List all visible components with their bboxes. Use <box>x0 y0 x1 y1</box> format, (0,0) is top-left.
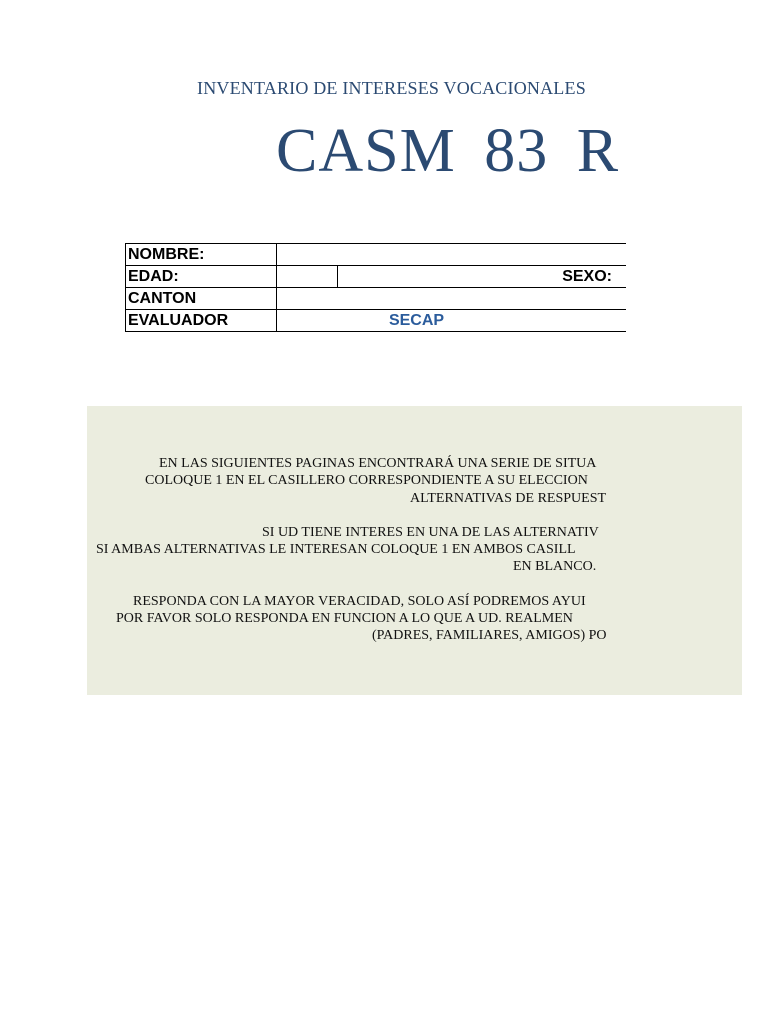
instruction-line: RESPONDA CON LA MAYOR VERACIDAD, SOLO ASÍ PODREMOS AYUI <box>133 594 586 609</box>
form-row-canton <box>126 288 627 310</box>
edad-field[interactable] <box>277 266 338 288</box>
instruction-line: SI AMBAS ALTERNATIVAS LE INTERESAN COLOQUE 1 EN AMBOS CASILL <box>96 542 576 557</box>
respondent-info-form <box>125 243 626 332</box>
instruction-line: (PADRES, FAMILIARES, AMIGOS) PO <box>372 628 607 643</box>
evaluador-value: SECAP <box>277 310 627 332</box>
instruction-line: ALTERNATIVAS DE RESPUEST <box>410 491 607 506</box>
canton-field[interactable] <box>277 288 627 310</box>
document-subtitle: INVENTARIO DE INTERESES VOCACIONALES <box>197 78 586 98</box>
instruction-line: SI UD TIENE INTERES EN UNA DE LAS ALTERNATIV <box>262 525 599 540</box>
canton-label: CANTON <box>126 288 277 310</box>
nombre-field[interactable] <box>277 244 627 266</box>
sexo-label-text: SEXO: <box>562 267 612 285</box>
instructions-text <box>87 455 626 655</box>
form-row-evaluador <box>126 310 627 332</box>
instruction-line: EN BLANCO. <box>513 559 597 574</box>
evaluador-label: EVALUADOR <box>126 310 277 332</box>
instruction-line: EN LAS SIGUIENTES PAGINAS ENCONTRARÁ UNA SERIE DE SITUA <box>159 456 597 471</box>
nombre-label: NOMBRE: <box>126 244 277 266</box>
form-row-nombre <box>126 244 627 266</box>
instruction-line: POR FAVOR SOLO RESPONDA EN FUNCION A LO QUE A UD. REALMEN <box>116 611 573 626</box>
sexo-label <box>338 266 627 288</box>
instruction-line: COLOQUE 1 EN EL CASILLERO CORRESPONDIENTE A SU ELECCION <box>145 473 588 488</box>
document-title: CASM 83 R <box>276 117 620 185</box>
edad-label: EDAD: <box>126 266 277 288</box>
form-row-edad <box>126 266 627 288</box>
